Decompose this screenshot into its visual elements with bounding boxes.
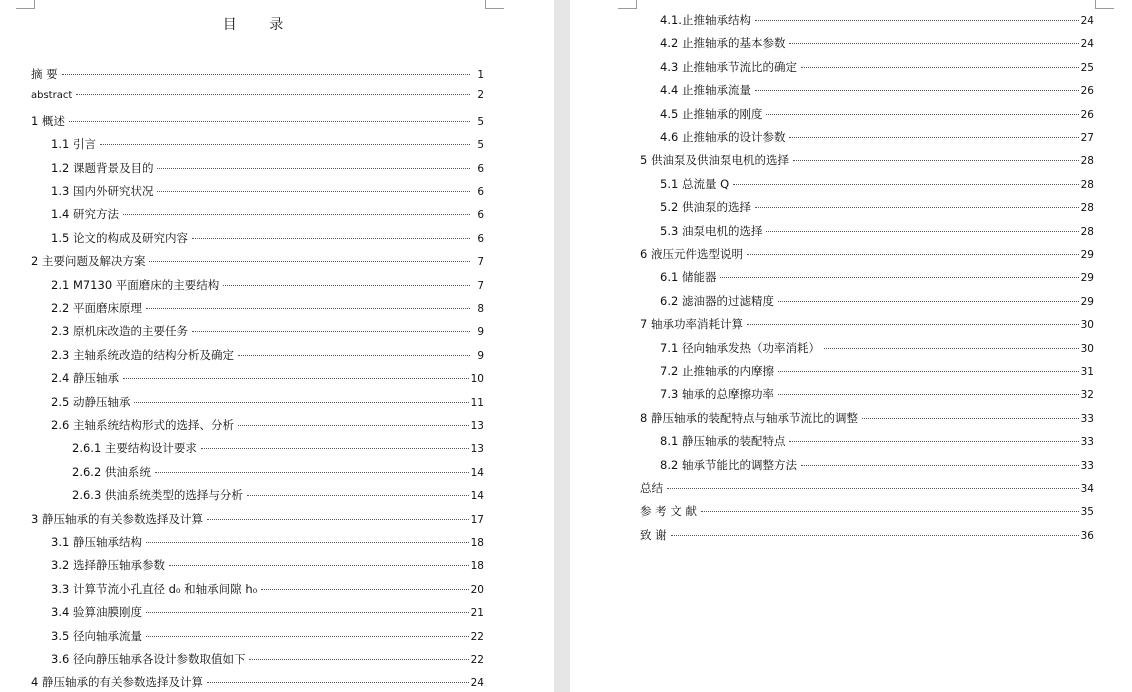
toc-entry[interactable] [72,487,484,503]
dot-leader [69,121,470,122]
toc-entry-title: 7 轴承功率消耗计算 [640,317,743,332]
toc-page-number: 7 [477,256,484,269]
toc-page-number: 34 [1080,483,1094,495]
toc-page-number: 36 [1080,529,1094,542]
dot-leader [157,168,470,169]
toc-entry[interactable] [51,628,484,644]
toc-entry[interactable] [660,82,1094,98]
toc-entry[interactable] [640,152,1094,168]
toc-page-number: 28 [1080,202,1094,215]
toc-entry[interactable] [31,253,484,269]
toc-page-number: 14 [470,466,484,479]
toc-entry-title: 总结 [640,481,663,495]
toc-entry[interactable] [660,433,1094,449]
toc-entry[interactable] [51,557,484,573]
dot-leader [201,448,469,449]
toc-entry[interactable] [660,199,1094,215]
toc-entry-title: 2.2 平面磨床原理 [51,301,142,315]
dot-leader [778,371,1079,372]
toc-entry-title: 6.2 滤油器的过滤精度 [660,293,774,308]
toc-entry[interactable] [640,246,1094,262]
toc-page-number: 18 [470,537,484,549]
dot-leader [766,231,1078,232]
toc-entry[interactable] [31,511,484,527]
toc-entry-title: 3.3 计算节流小孔直径 d₀ 和轴承间隙 h₀ [51,581,258,596]
dot-leader [100,144,470,145]
toc-entry-title: 7.2 止推轴承的内摩擦 [660,364,774,378]
toc-entry-title: 参 考 文 献 [640,504,697,519]
dot-leader [249,659,468,660]
toc-entry[interactable] [51,604,484,620]
toc-page-number: 7 [477,279,484,292]
dot-leader [789,441,1078,442]
toc-entry-title: 3.5 径向轴承流量 [51,628,142,643]
dot-leader [789,43,1078,44]
toc-entry[interactable] [660,457,1094,473]
toc-entry[interactable] [660,129,1094,145]
toc-page-number: 33 [1080,412,1094,425]
toc-entry-title: 1.5 论文的构成及研究内容 [51,230,188,245]
toc-entry-title: 摘 要 [31,67,58,81]
crop-mark [485,0,504,9]
toc-entry-title: 3.2 选择静压轴承参数 [51,558,165,573]
dot-leader [223,285,470,286]
toc-entry-title: 4 静压轴承的有关参数选择及计算 [31,675,203,690]
toc-entry[interactable] [72,464,484,480]
dot-leader [247,495,469,496]
toc-entry[interactable] [31,113,484,129]
toc-entry-title: abstract [31,90,73,102]
toc-entry[interactable] [72,440,484,456]
toc-page-number: 28 [1080,178,1094,191]
toc-page-number: 6 [477,209,484,222]
dot-leader [261,589,468,590]
dot-leader [192,331,470,332]
dot-leader [755,20,1079,21]
toc-entry-title: 4.2 止推轴承的基本参数 [660,36,786,51]
toc-page-number: 30 [1080,342,1094,355]
toc-entry-title: 2.5 动静压轴承 [51,394,131,409]
toc-page-number: 26 [1080,85,1094,98]
toc-entry[interactable] [51,323,484,339]
toc-entry-title: 2.4 静压轴承 [51,371,119,386]
toc-entry[interactable] [51,136,484,152]
toc-entry[interactable] [660,269,1094,285]
toc-entry-title: 致 谢 [640,527,667,542]
dot-leader [238,355,470,356]
toc-entry-title: 5 供油泵及供油泵电机的选择 [640,153,789,168]
toc-entry-title: 1.1 引言 [51,137,96,152]
toc-page-number: 14 [470,490,484,503]
toc-entry[interactable] [660,12,1094,28]
toc-entry-title: 2.6.2 供油系统 [72,464,151,479]
dot-leader [155,472,469,473]
toc-page-number: 35 [1080,506,1094,519]
toc-page-number: 13 [470,420,484,432]
dot-leader [747,254,1079,255]
toc-entry-title: 8 静压轴承的装配特点与轴承节流比的调整 [640,410,858,425]
dot-leader [149,261,470,262]
toc-page-number: 29 [1080,295,1094,308]
toc-entry[interactable] [660,340,1094,356]
dot-leader [755,207,1079,208]
toc-entry-title: 4.6 止推轴承的设计参数 [660,130,786,144]
toc-entry[interactable] [640,503,1094,519]
toc-entry[interactable] [51,651,484,667]
toc-title: 目 录 [222,17,298,33]
toc-entry[interactable] [51,347,484,363]
toc-entry[interactable] [640,410,1094,426]
toc-entry-title: 3.6 径向静压轴承各设计参数取值如下 [51,652,246,666]
toc-entry[interactable] [51,370,484,386]
toc-page-number: 22 [470,630,484,643]
toc-page-number: 20 [470,583,484,596]
dot-leader [801,465,1079,466]
toc-page-number: 26 [1080,108,1094,121]
toc-entry-title: 5.2 供油泵的选择 [660,200,751,215]
toc-entry[interactable] [660,386,1094,402]
crop-mark [618,0,637,9]
toc-page-number: 6 [477,186,484,198]
dot-leader [747,324,1079,325]
toc-entry[interactable] [51,160,484,176]
toc-page-number: 24 [1080,38,1094,51]
toc-entry-title: 1.4 研究方法 [51,207,119,222]
dot-leader [207,682,469,683]
dot-leader [755,90,1079,91]
toc-entry[interactable] [660,35,1094,51]
toc-page-number: 13 [470,443,484,456]
toc-entry[interactable] [31,66,484,82]
toc-entry[interactable] [51,183,484,199]
toc-entry[interactable] [31,674,484,690]
crop-mark [1095,0,1114,9]
toc-entry-title: 3.4 验算油膜刚度 [51,605,142,620]
toc-page-number: 24 [1080,15,1094,27]
toc-page-number: 1 [477,69,484,81]
toc-page-number: 28 [1080,155,1094,168]
dot-leader [789,137,1078,138]
dot-leader [701,511,1079,512]
dot-leader [146,612,469,613]
toc-entry-title: 2.1 M7130 平面磨床的主要结构 [51,277,220,292]
toc-entry[interactable] [660,223,1094,239]
toc-entry[interactable] [660,59,1094,75]
dot-leader [238,425,469,426]
dot-leader [671,535,1079,536]
toc-page-number: 8 [477,303,484,315]
toc-page-number: 29 [1080,249,1094,261]
dot-leader [123,378,469,379]
toc-page-number: 33 [1080,436,1094,449]
toc-entry[interactable] [51,581,484,597]
toc-entry-title: 6 液压元件选型说明 [640,247,743,261]
toc-entry-title: 1.3 国内外研究状况 [51,184,154,198]
toc-entry-title: 2.3 主轴系统改造的结构分析及确定 [51,347,234,362]
dot-leader [801,67,1079,68]
toc-entry-title: 1 概述 [31,113,65,128]
toc-entry[interactable] [51,394,484,410]
dot-leader [62,74,470,75]
toc-page-number: 6 [477,232,484,245]
dot-leader [134,402,468,403]
dot-leader [778,394,1079,395]
dot-leader [123,214,470,215]
toc-entry[interactable] [640,480,1094,496]
document-page-left [0,0,554,692]
toc-entry-title: 2 主要问题及解决方案 [31,254,146,269]
toc-entry[interactable] [51,534,484,550]
toc-entry[interactable] [51,206,484,222]
toc-page-number: 24 [470,677,484,690]
toc-entry-title: 2.6.3 供油系统类型的选择与分析 [72,488,243,503]
toc-page-number: 11 [470,396,484,409]
toc-page-number: 22 [470,654,484,666]
toc-entry-title: 5.3 油泵电机的选择 [660,223,763,238]
toc-entry[interactable] [640,527,1094,543]
toc-page-number: 29 [1080,272,1094,285]
crop-mark [16,0,35,9]
dot-leader [862,418,1079,419]
toc-entry[interactable] [51,277,484,293]
toc-entry-title: 8.1 静压轴承的装配特点 [660,434,786,449]
toc-entry-title: 2.6 主轴系统结构形式的选择、分析 [51,418,234,432]
dot-leader [733,184,1078,185]
document-page-right [570,0,1132,692]
toc-entry-title: 1.2 课题背景及目的 [51,160,154,175]
toc-entry-title: 4.3 止推轴承节流比的确定 [660,59,797,74]
toc-entry[interactable] [51,230,484,246]
toc-entry-title: 8.2 轴承节能比的调整方法 [660,457,797,472]
toc-entry-title: 7.1 径向轴承发热（功率消耗） [660,340,820,355]
toc-page-number: 21 [470,607,484,620]
dot-leader [146,542,469,543]
dot-leader [720,277,1078,278]
dot-leader [192,238,470,239]
toc-entry-title: 5.1 总流量 Q [660,176,730,191]
toc-page-number: 10 [470,373,484,386]
toc-entry-title: 6.1 储能器 [660,270,717,285]
dot-leader [793,160,1079,161]
dot-leader [667,488,1079,489]
toc-page-number: 5 [477,115,484,128]
toc-entry-title: 3.1 静压轴承结构 [51,535,142,549]
toc-entry-title: 3 静压轴承的有关参数选择及计算 [31,511,203,526]
toc-entry-title: 4.5 止推轴承的刚度 [660,106,763,121]
toc-entry[interactable] [660,176,1094,192]
dot-leader [146,308,470,309]
dot-leader [76,94,470,95]
toc-page-number: 31 [1080,366,1094,378]
dot-leader [766,114,1078,115]
toc-page-number: 27 [1080,132,1094,144]
toc-page-number: 6 [477,162,484,175]
toc-entry-title: 2.3 原机床改造的主要任务 [51,324,188,339]
toc-page-number: 9 [477,349,484,362]
toc-entry[interactable] [640,316,1094,332]
toc-entry-title: 2.6.1 主要结构设计要求 [72,441,197,456]
toc-page-number: 5 [477,139,484,152]
toc-page-number: 32 [1080,389,1094,402]
dot-leader [157,191,470,192]
toc-page-number: 28 [1080,225,1094,238]
toc-page-number: 25 [1080,61,1094,74]
toc-page-number: 30 [1080,319,1094,332]
toc-entry-title: 7.3 轴承的总摩擦功率 [660,387,774,402]
toc-entry[interactable] [660,106,1094,122]
toc-page-number: 9 [477,326,484,339]
dot-leader [146,636,469,637]
dot-leader [207,519,469,520]
toc-page-number: 17 [470,513,484,526]
toc-entry-title: 4.4 止推轴承流量 [660,83,751,98]
toc-entry[interactable] [660,363,1094,379]
dot-leader [169,565,469,566]
toc-entry[interactable] [31,89,484,101]
dot-leader [824,348,1079,349]
toc-page-number: 33 [1080,459,1094,472]
dot-leader [778,301,1079,302]
toc-page-number: 2 [477,89,484,102]
toc-entry[interactable] [660,293,1094,309]
toc-entry-title: 4.1.止推轴承结构 [660,13,751,27]
toc-entry[interactable] [51,300,484,316]
toc-entry[interactable] [51,417,484,433]
toc-page-number: 18 [470,560,484,573]
